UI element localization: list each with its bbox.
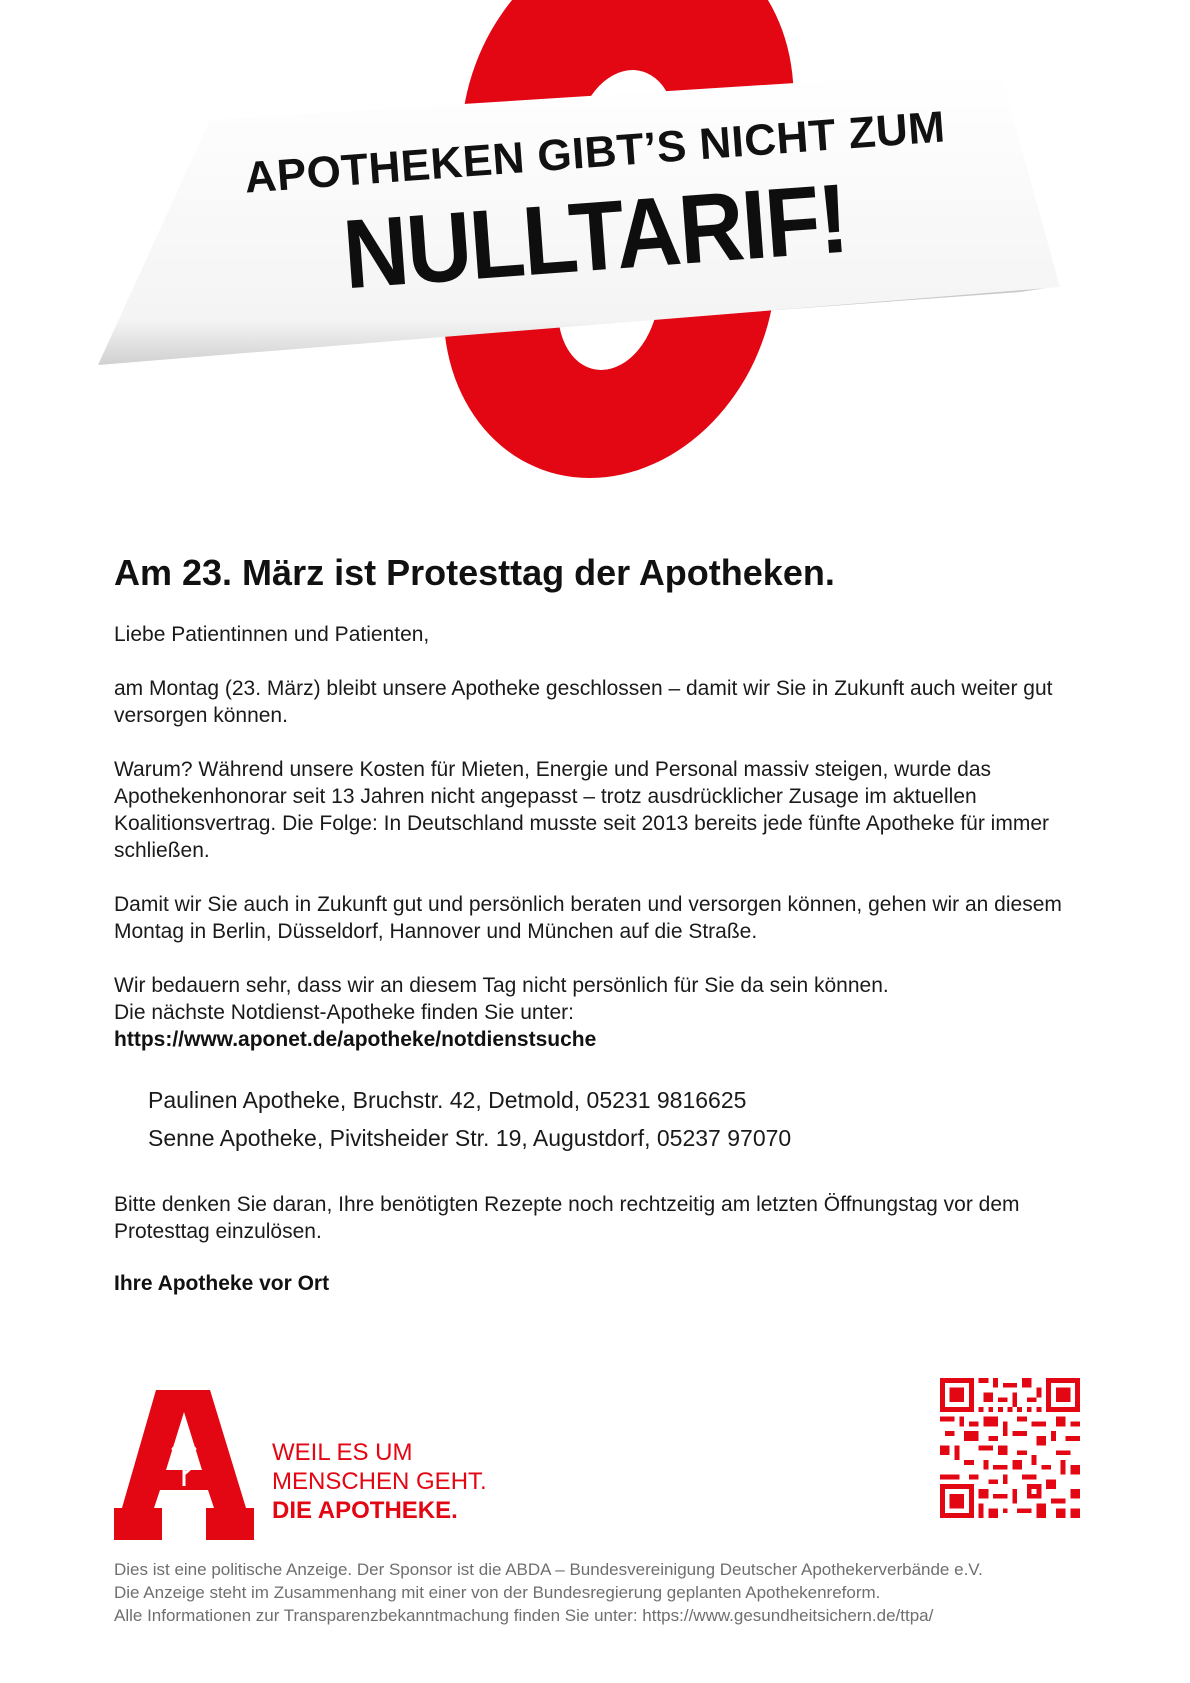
slogan-line-1: WEIL ES UM [272, 1439, 413, 1466]
slogan-line-3: DIE APOTHEKE. [272, 1497, 458, 1524]
apotheke-a-logo-icon [114, 1390, 254, 1540]
paragraph-reason: Warum? Während unsere Kosten für Mieten, Energie und Personal massiv steigen, wurde das Apothekenhonorar seit 13 Jahren nicht angepasst – trotz ausdrücklicher Zusage im aktuellen Koalitionsvertrag. Die Folge: In Deutschland musste seit 2013 bereits jede fünfte Apotheke für immer schließen. [114, 758, 1049, 863]
notdienst-intro: Die nächste Notdienst-Apotheke finden Sie unter: [114, 1001, 574, 1025]
hero-graphic [0, 0, 1190, 500]
greeting: Liebe Patientinnen und Patienten, [114, 623, 430, 647]
letter-content [114, 552, 1094, 1296]
paragraph-prescriptions: Bitte denken Sie daran, Ihre benötigten Rezepte noch rechtzeitig am letzten Öffnungstag vor dem Protesttag einzulösen. [114, 1193, 1020, 1244]
banner-headline-big: NULLTARIF! [339, 162, 851, 310]
qr-code-icon[interactable] [940, 1378, 1080, 1518]
signoff: Ihre Apotheke vor Ort [114, 1272, 330, 1296]
pharmacy-entry-1: Paulinen Apotheke, Bruchstr. 42, Detmold, 05231 9816625 [148, 1087, 747, 1114]
pharmacy-list [148, 1081, 1094, 1157]
paragraph-protest: Damit wir Sie auch in Zukunft gut und persönlich beraten und versorgen können, gehen wir an diesem Montag in Berlin, Düsseldorf, Hannover und München auf die Straße. [114, 893, 1062, 944]
footer-line-2: Die Anzeige steht im Zusammenhang mit einer von der Bundesregierung geplanten Apothekenreform. [114, 1583, 881, 1602]
slogan [272, 1438, 487, 1525]
pharmacy-entry-2: Senne Apotheke, Pivitsheider Str. 19, Augustdorf, 05237 97070 [148, 1125, 792, 1152]
slogan-line-2: MENSCHEN GEHT. [272, 1468, 487, 1495]
paragraph-regret [114, 972, 1094, 1026]
legal-footer [114, 1558, 1104, 1627]
regret-line: Wir bedauern sehr, dass wir an diesem Tag nicht persönlich für Sie da sein können. [114, 974, 889, 998]
paragraph-closure: am Montag (23. März) bleibt unsere Apotheke geschlossen – damit wir Sie in Zukunft auch weiter gut versorgen können. [114, 677, 1053, 728]
banner-headline-small: APOTHEKEN GIBT’S NICHT ZUM [242, 102, 947, 203]
footer-line-3: Alle Informationen zur Transparenzbekanntmachung finden Sie unter: https://www.gesundheitsichern.de/ttpa/ [114, 1606, 934, 1625]
notdienst-link[interactable]: https://www.aponet.de/apotheke/notdienstsuche [114, 1028, 597, 1052]
page-title: Am 23. März ist Protesttag der Apotheken. [114, 552, 835, 593]
footer-line-1: Dies ist eine politische Anzeige. Der Sponsor ist die ABDA – Bundesvereinigung Deutscher Apothekerverbände e.V. [114, 1560, 983, 1579]
